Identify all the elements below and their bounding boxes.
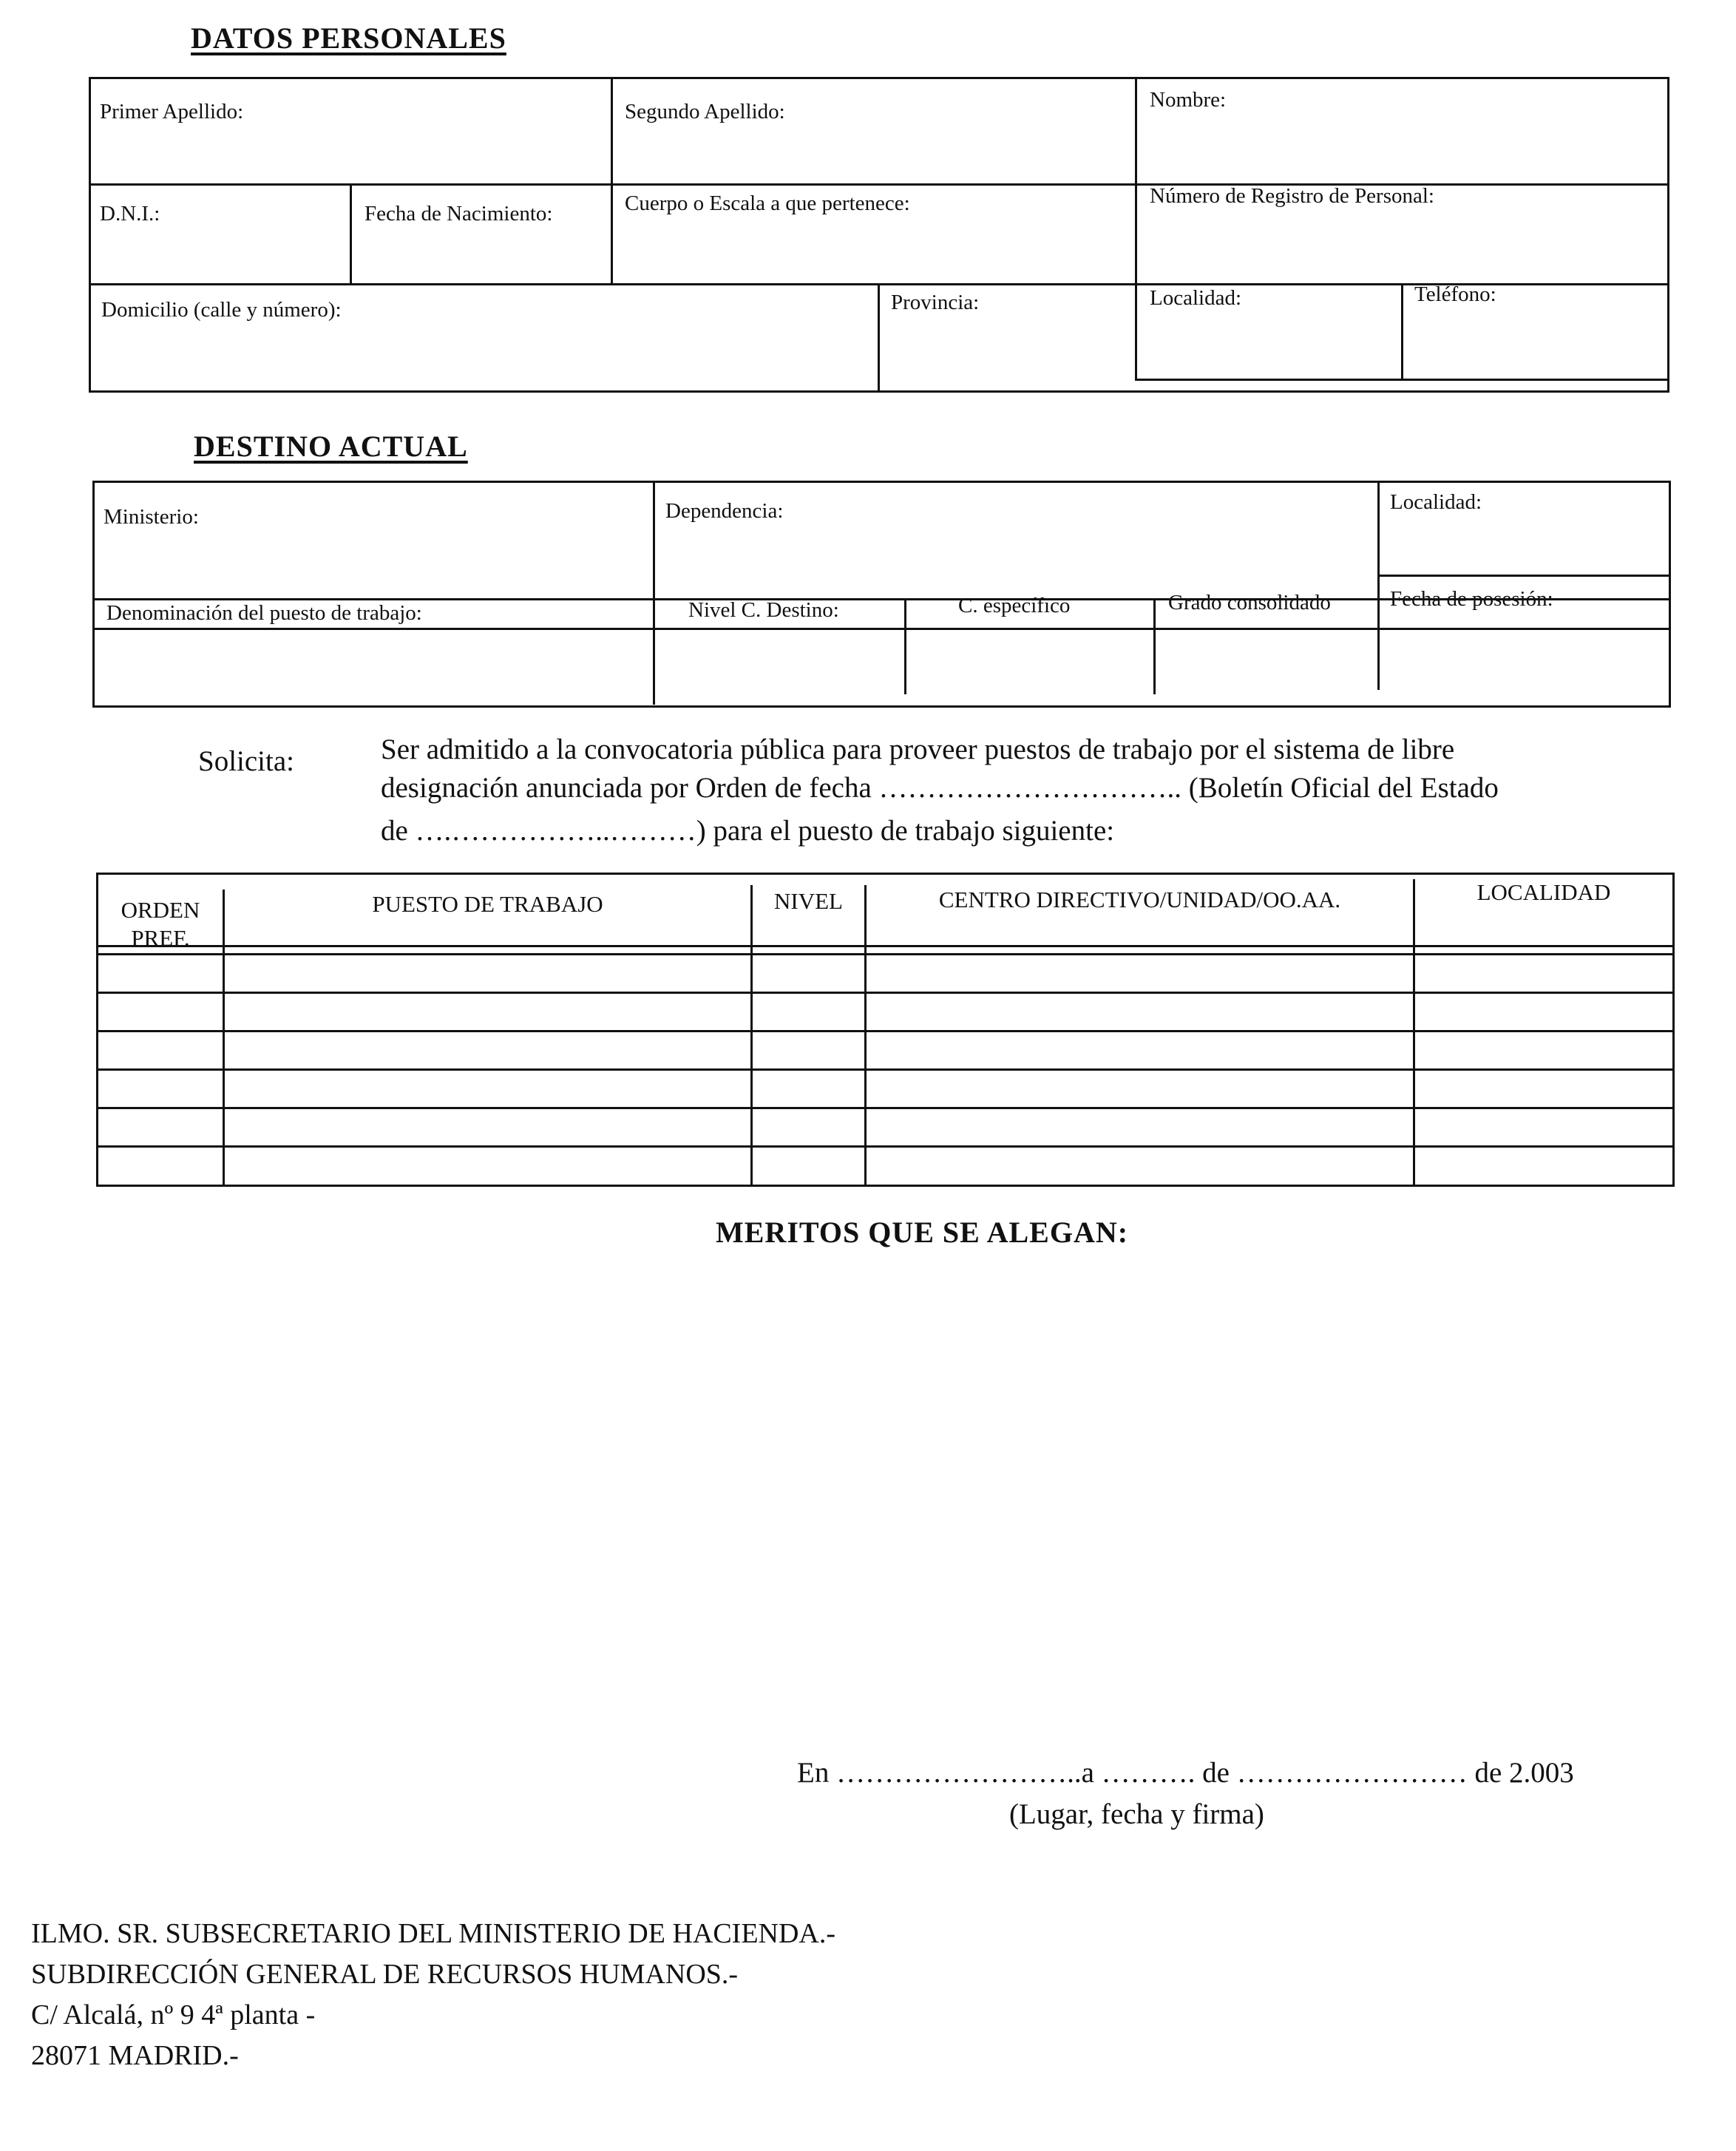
firma-caption: (Lugar, fecha y firma) (1009, 1798, 1264, 1830)
destino-actual-form (92, 481, 1671, 708)
grado-consolidado-label: Grado consolidado (1168, 591, 1331, 614)
col-pref-header: PREF. (131, 925, 190, 951)
fecha-posesion-label: Fecha de posesión: (1390, 587, 1553, 611)
col-localidad-header: LOCALIDAD (1476, 879, 1611, 905)
destinatario-line-3: C/ Alcalá, nº 9 4ª planta - (31, 1999, 316, 2030)
solicita-label: Solicita: (198, 745, 294, 777)
provincia-label: Provincia: (891, 291, 980, 314)
dependencia-label: Dependencia: (665, 499, 784, 523)
meritos-title: MERITOS QUE SE ALEGAN: (716, 1216, 1129, 1249)
col-nivel-header: NIVEL (774, 888, 843, 914)
fecha-nacimiento-label: Fecha de Nacimiento: (365, 202, 553, 226)
domicilio-label: Domicilio (calle y número): (101, 298, 342, 322)
col-centro-header: CENTRO DIRECTIVO/UNIDAD/OO.AA. (938, 887, 1341, 912)
col-puesto-header: PUESTO DE TRABAJO (372, 891, 603, 917)
solicita-line-1: Ser admitido a la convocatoria pública para proveer puestos de trabajo por el sistema de libre (381, 734, 1455, 765)
dni-label: D.N.I.: (100, 202, 160, 226)
ministerio-label: Ministerio: (104, 505, 199, 529)
firma-line: En ……………………..a ………. de …………………… de 2.003 (797, 1757, 1574, 1789)
nombre-label: Nombre: (1150, 88, 1227, 112)
destinatario-line-2: SUBDIRECCIÓN GENERAL DE RECURSOS HUMANOS.- (31, 1959, 739, 1990)
c-especifico-label: C. específico (958, 594, 1071, 617)
puestos-table (96, 873, 1675, 1187)
primer-apellido-label: Primer Apellido: (100, 100, 244, 123)
telefono-label: Teléfono: (1414, 282, 1496, 306)
datos-personales-title: DATOS PERSONALES (191, 21, 506, 55)
cuerpo-escala-label: Cuerpo o Escala a que pertenece: (625, 192, 910, 215)
destinatario-line-1: ILMO. SR. SUBSECRETARIO DEL MINISTERIO DE HACIENDA.- (31, 1918, 836, 1949)
denominacion-puesto-label: Denominación del puesto de trabajo: (106, 601, 422, 625)
solicita-line-3: de ….……………..………) para el puesto de trabajo siguiente: (381, 815, 1115, 847)
segundo-apellido-label: Segundo Apellido: (625, 100, 785, 123)
localidad-actual-label: Localidad: (1390, 490, 1482, 514)
datos-personales-form (89, 77, 1669, 393)
solicita-line-2: designación anunciada por Orden de fecha ………………………….. (Boletín Oficial del Estado (381, 772, 1499, 804)
nivel-destino-label: Nivel C. Destino: (688, 598, 839, 622)
col-orden-header: ORDEN (121, 897, 200, 923)
destino-actual-title: DESTINO ACTUAL (194, 430, 468, 463)
localidad-label: Localidad: (1150, 286, 1242, 310)
numero-registro-label: Número de Registro de Personal: (1150, 184, 1434, 208)
destinatario-line-4: 28071 MADRID.- (31, 2040, 239, 2071)
